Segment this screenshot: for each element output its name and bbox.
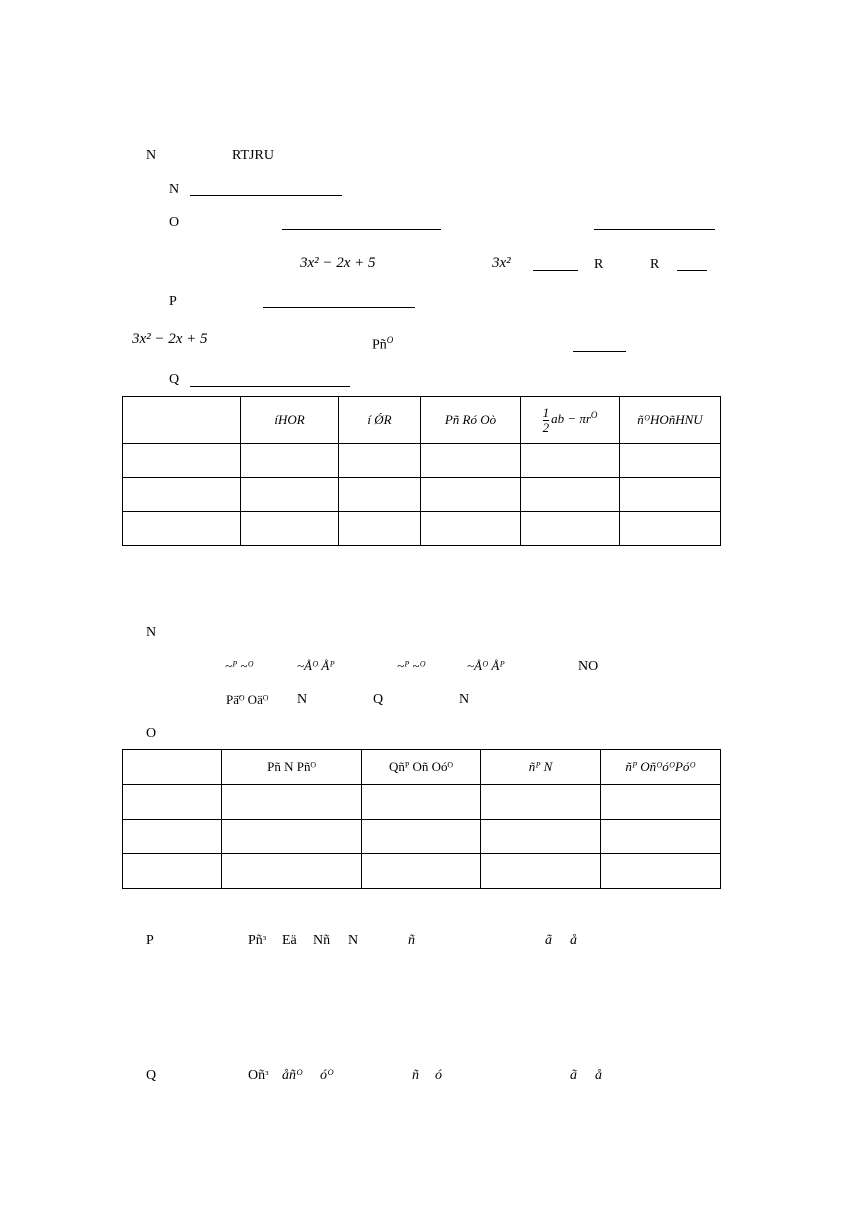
table-2-cell[interactable] <box>481 785 601 820</box>
table-2-cell[interactable] <box>601 785 721 820</box>
table-2-cell[interactable] <box>481 854 601 889</box>
table-1-cell[interactable] <box>241 478 339 512</box>
table-2-row <box>123 785 721 820</box>
q1-sub4-blank[interactable] <box>190 386 350 387</box>
q2-number: N <box>146 625 157 640</box>
table-2-row <box>123 820 721 854</box>
q4-part-e: ó <box>435 1068 442 1083</box>
q1-term-blank[interactable] <box>533 270 578 271</box>
table-1-cell[interactable] <box>521 478 620 512</box>
table-1-cell[interactable] <box>421 444 521 478</box>
q1-p-blank[interactable] <box>573 351 626 352</box>
table-2-header-cell: ñᴾ N <box>481 750 601 785</box>
q1-number: N <box>146 148 157 163</box>
q4-part-g: å <box>595 1068 602 1083</box>
q3-part-c: Nñ <box>313 933 331 948</box>
table-1-cell[interactable] <box>620 444 721 478</box>
table-1-cell[interactable] <box>123 444 241 478</box>
table-2-cell[interactable] <box>123 785 222 820</box>
table-1-cell[interactable] <box>339 444 421 478</box>
formula-sup: O <box>590 409 598 420</box>
q1-sub2-blank-1[interactable] <box>282 229 441 230</box>
table-1-header-cell: í ǾR <box>339 397 421 444</box>
table-1-cell[interactable] <box>123 478 241 512</box>
table-1-header-cell <box>123 397 241 444</box>
q1-sub1-label: N <box>169 182 180 197</box>
q2-line1-b: ~Åᴼ Åᴾ <box>297 658 335 673</box>
q3-number: P <box>146 933 154 948</box>
table-1-cell[interactable] <box>421 478 521 512</box>
q1-r-label-2: R <box>650 257 660 272</box>
q2-sub2-label: O <box>146 726 157 741</box>
q1-sub2-label: O <box>169 215 180 230</box>
q4-part-f: ã <box>570 1068 577 1083</box>
q2-line2-a: Pä̈ᴼ Oäᴼ <box>226 692 269 707</box>
table-2-cell[interactable] <box>601 854 721 889</box>
formula-rest: ab − πr <box>551 410 591 426</box>
q1-expression-2: 3x² − 2x + 5 <box>132 331 208 347</box>
table-1-cell[interactable] <box>521 512 620 546</box>
table-1-header-cell: íHOR <box>241 397 339 444</box>
q4-part-d: ñ <box>412 1068 419 1083</box>
table-2-header-cell: Qñᴾ Oñ Oóᴼ <box>362 750 481 785</box>
q1-code: RTJRU <box>232 148 274 163</box>
q3-part-b: Eä <box>282 933 297 948</box>
table-1-header-row <box>123 397 721 444</box>
q1-expression: 3x² − 2x + 5 <box>300 255 376 271</box>
q3-part-e: ñ <box>408 933 415 948</box>
table-2-header-cell <box>123 750 222 785</box>
table-1-row <box>123 478 721 512</box>
table-1-header-formula <box>521 397 620 444</box>
table-1-cell[interactable] <box>620 512 721 546</box>
fraction <box>543 406 550 434</box>
q3-part-d: N <box>348 933 359 948</box>
q1-r-blank[interactable] <box>677 270 707 271</box>
table-2-header-cell: ñᴾ OñᴼóᴼPóᴼ <box>601 750 721 785</box>
table-1-cell[interactable] <box>339 512 421 546</box>
q2-line1-a: ~ᴾ ~ᴼ <box>225 658 254 673</box>
table-2-cell[interactable] <box>362 820 481 854</box>
q4-part-c: óᴼ <box>320 1068 334 1083</box>
table-2-cell[interactable] <box>123 820 222 854</box>
table-1 <box>122 396 721 546</box>
table-2-header-cell: Pñ N Pñᴼ <box>222 750 362 785</box>
table-2-header-row <box>123 750 721 785</box>
table-2-cell[interactable] <box>222 854 362 889</box>
table-1-header-cell: ñᴼHOñHNU <box>620 397 721 444</box>
table-1-cell[interactable] <box>421 512 521 546</box>
q1-term: 3x² <box>492 255 511 271</box>
table-1-cell[interactable] <box>241 512 339 546</box>
q1-sub2-blank-2[interactable] <box>594 229 715 230</box>
q2-line2-c: Q <box>373 692 384 707</box>
table-2-cell[interactable] <box>362 854 481 889</box>
q1-sub1-blank[interactable] <box>190 195 342 196</box>
q1-sub3-blank[interactable] <box>263 307 415 308</box>
table-2-cell[interactable] <box>222 820 362 854</box>
table-1-cell[interactable] <box>123 512 241 546</box>
q1-p-term: $Pñ^O$ <box>372 335 394 353</box>
q4-number: Q <box>146 1068 157 1083</box>
q4-part-a: Oñᵌ <box>248 1068 269 1083</box>
table-2 <box>122 749 721 889</box>
table-2-row <box>123 854 721 889</box>
q2-line1-c: ~ᴾ ~ᴼ <box>397 658 426 673</box>
fraction-denominator: 2 <box>542 419 550 435</box>
table-1-cell[interactable] <box>620 478 721 512</box>
q1-r-label-1: R <box>594 257 604 272</box>
table-2-cell[interactable] <box>601 820 721 854</box>
table-1-cell[interactable] <box>339 478 421 512</box>
table-2-cell[interactable] <box>481 820 601 854</box>
table-2-cell[interactable] <box>362 785 481 820</box>
table-2-cell[interactable] <box>222 785 362 820</box>
table-1-row <box>123 444 721 478</box>
q1-sub3-label: P <box>169 294 177 309</box>
table-2-cell[interactable] <box>123 854 222 889</box>
table-1-cell[interactable] <box>241 444 339 478</box>
q2-line2-d: N <box>459 692 470 707</box>
q3-part-a: Pñᵌ <box>248 933 267 948</box>
q2-line1-d: ~Åᴼ Åᴾ <box>467 658 505 673</box>
q4-part-b: åñᴼ <box>282 1068 303 1083</box>
table-1-row <box>123 512 721 546</box>
q2-line2-b: N <box>297 692 308 707</box>
q3-part-f: ã <box>545 933 552 948</box>
table-1-header-cell: Pñ Ró Oò <box>421 397 521 444</box>
fraction-numerator: 1 <box>542 404 550 420</box>
table-1-cell[interactable] <box>521 444 620 478</box>
q3-part-g: å <box>570 933 577 948</box>
q2-line1-e: NO <box>578 659 599 674</box>
q1-sub4-label: Q <box>169 372 180 387</box>
